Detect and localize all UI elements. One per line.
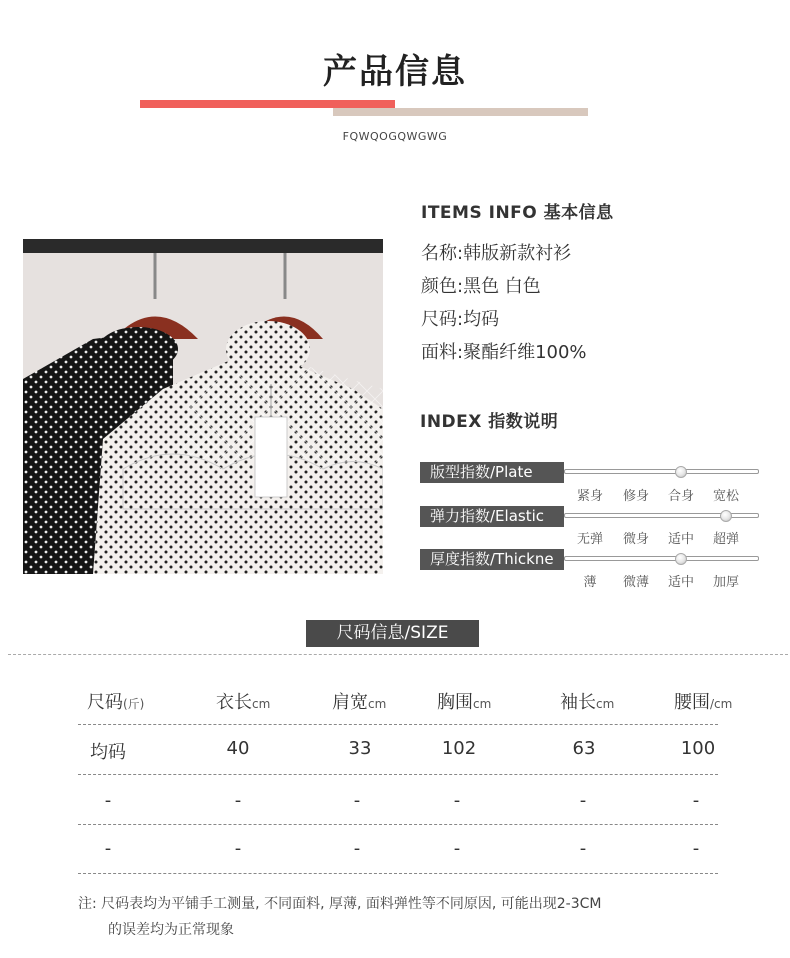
index-option: 宽松 bbox=[712, 489, 739, 504]
table-cell: 102 bbox=[441, 738, 477, 759]
index-option: 适中 bbox=[667, 532, 694, 547]
title-underline-red bbox=[140, 100, 395, 108]
table-cell: 63 bbox=[572, 738, 596, 759]
info-row-name bbox=[421, 239, 571, 265]
index-option: 修身 bbox=[622, 489, 649, 504]
info-value: 黑色 白色 bbox=[463, 276, 541, 297]
product-code: FQWQOGQWGWG bbox=[342, 130, 448, 143]
size-note-line1: 注: 尺码表均为平铺手工测量, 不同面料, 厚薄, 面料弹性等不同原因, 可能出现2-3CM bbox=[78, 896, 602, 912]
product-photo bbox=[23, 239, 383, 574]
info-value: 均码 bbox=[463, 309, 500, 330]
col-name: 袖长 bbox=[560, 692, 596, 713]
index-knob-thickness bbox=[675, 553, 687, 565]
table-cell: - bbox=[692, 790, 700, 811]
table-cell: 均码 bbox=[90, 742, 126, 763]
table-cell: 33 bbox=[348, 738, 372, 759]
index-option: 超弹 bbox=[712, 532, 739, 547]
size-heading: 尺码信息/SIZE bbox=[306, 620, 479, 647]
index-knob-plate bbox=[675, 466, 687, 478]
col-header-chest bbox=[437, 688, 491, 714]
row-divider bbox=[78, 724, 718, 725]
col-header-shoulder bbox=[332, 688, 386, 714]
col-unit: cm bbox=[252, 697, 271, 711]
index-option: 无弹 bbox=[576, 532, 603, 547]
index-label-thickness: 厚度指数/Thickne bbox=[420, 549, 564, 570]
info-value: 聚酯纤维100% bbox=[463, 342, 587, 363]
index-heading: INDEX 指数说明 bbox=[420, 412, 559, 432]
row-divider bbox=[78, 873, 718, 874]
table-cell: - bbox=[234, 838, 242, 859]
index-option: 微身 bbox=[622, 532, 649, 547]
col-unit: cm bbox=[596, 697, 615, 711]
table-cell: - bbox=[579, 838, 587, 859]
table-cell: - bbox=[104, 838, 112, 859]
info-label: 名称: bbox=[421, 243, 464, 264]
table-cell: - bbox=[353, 790, 361, 811]
index-option: 紧身 bbox=[576, 489, 603, 504]
col-name: 腰围 bbox=[674, 692, 710, 713]
title-underline-tan bbox=[333, 108, 588, 116]
table-cell: - bbox=[579, 790, 587, 811]
table-cell: - bbox=[453, 838, 461, 859]
index-label-plate: 版型指数/Plate bbox=[420, 462, 564, 483]
col-header-length bbox=[216, 688, 270, 714]
basic-info-heading: ITEMS INFO 基本信息 bbox=[421, 203, 614, 223]
info-row-color bbox=[421, 272, 541, 298]
table-cell: - bbox=[104, 790, 112, 811]
row-divider bbox=[78, 824, 718, 825]
table-cell: 40 bbox=[226, 738, 250, 759]
col-header-size bbox=[87, 688, 144, 714]
col-unit: cm bbox=[473, 697, 492, 711]
info-value: 韩版新款衬衫 bbox=[463, 243, 572, 264]
index-track-thickness bbox=[564, 556, 759, 561]
page-title: 产品信息 bbox=[323, 52, 467, 92]
col-name: 尺码 bbox=[87, 692, 123, 713]
index-knob-elastic bbox=[720, 510, 732, 522]
info-label: 面料: bbox=[421, 342, 464, 363]
size-note-line2: 的误差均为正常现象 bbox=[108, 922, 234, 938]
index-option: 适中 bbox=[667, 575, 694, 590]
col-unit: /cm bbox=[710, 697, 733, 711]
index-label-elastic: 弹力指数/Elastic bbox=[420, 506, 564, 527]
info-label: 尺码: bbox=[421, 309, 464, 330]
table-cell: - bbox=[692, 838, 700, 859]
info-row-fabric bbox=[421, 338, 587, 364]
index-option: 合身 bbox=[667, 489, 694, 504]
size-divider bbox=[8, 654, 788, 655]
index-track-plate bbox=[564, 469, 759, 474]
col-name: 衣长 bbox=[216, 692, 252, 713]
col-unit: (斤) bbox=[123, 697, 145, 711]
info-label: 颜色: bbox=[421, 276, 464, 297]
col-header-sleeve bbox=[560, 688, 614, 714]
table-cell: - bbox=[353, 838, 361, 859]
col-unit: cm bbox=[368, 697, 387, 711]
table-cell: - bbox=[453, 790, 461, 811]
index-option: 微薄 bbox=[622, 575, 649, 590]
table-cell: 100 bbox=[680, 738, 716, 759]
col-name: 胸围 bbox=[437, 692, 473, 713]
col-name: 肩宽 bbox=[332, 692, 368, 713]
index-option: 薄 bbox=[583, 575, 597, 590]
col-header-waist bbox=[674, 688, 732, 714]
row-divider bbox=[78, 774, 718, 775]
info-row-size bbox=[421, 305, 499, 331]
index-option: 加厚 bbox=[712, 575, 739, 590]
table-cell: - bbox=[234, 790, 242, 811]
